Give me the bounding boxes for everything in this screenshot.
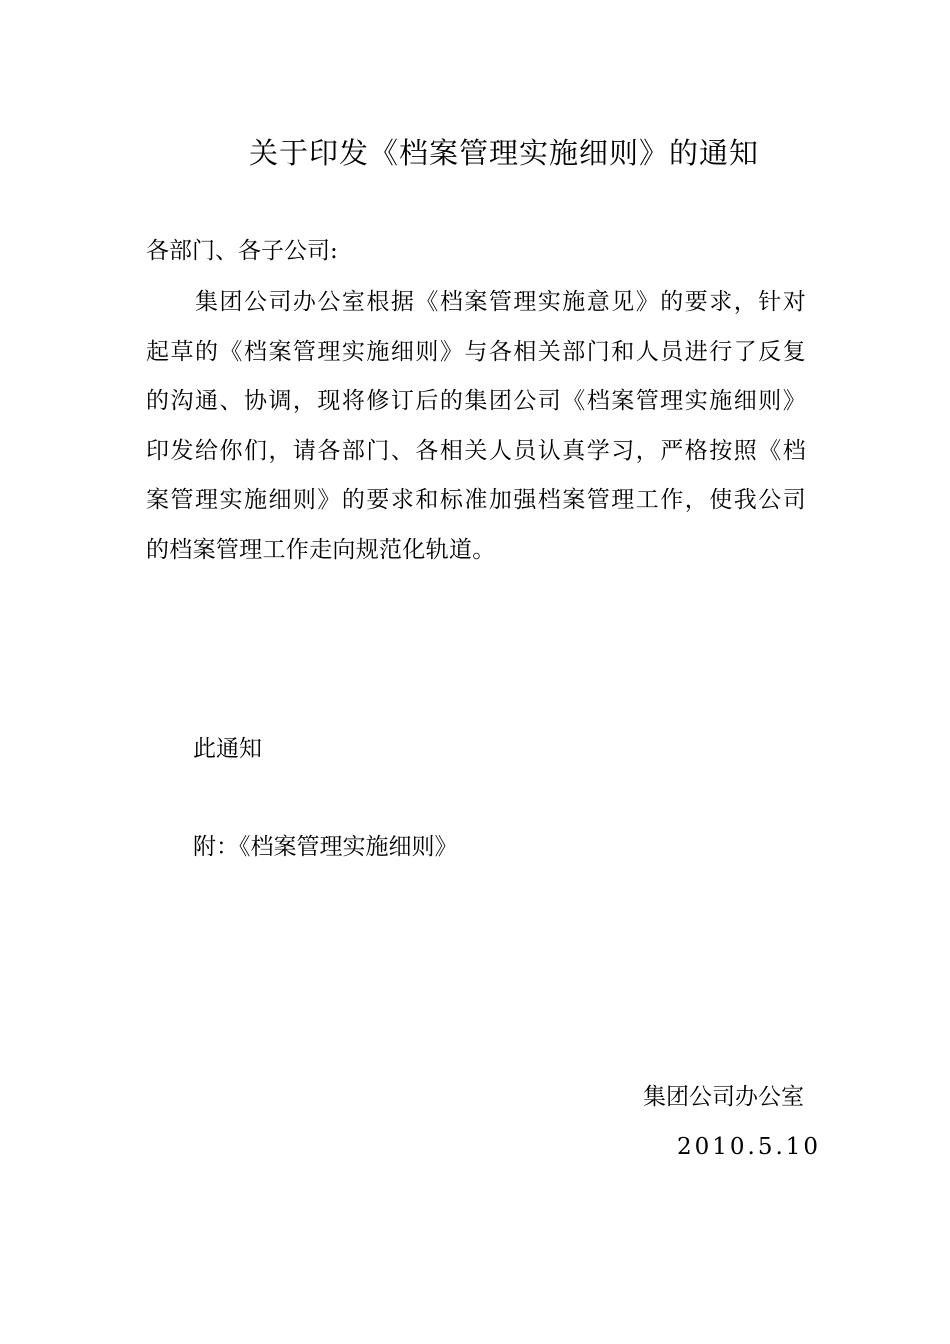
body-line: 的档案管理工作走向规范化轨道。 <box>146 537 496 563</box>
body-line: 集团公司办公室根据《档案管理实施意见》的要求，针对 <box>146 289 806 315</box>
body-line: 案管理实施细则》的要求和标准加强档案管理工作，使我公司 <box>146 487 806 513</box>
body-line: 起草的《档案管理实施细则》与各相关部门和人员进行了反复 <box>146 339 806 365</box>
issue-date: 2010.5.10 <box>677 1134 822 1160</box>
closing-text: 此通知 <box>193 736 262 762</box>
salutation: 各部门、各子公司: <box>146 238 338 264</box>
document-title: 关于印发《档案管理实施细则》的通知 <box>248 136 759 170</box>
attachment-line: 附：《档案管理实施细则》 <box>193 834 458 860</box>
body-line: 的沟通、协调，现将修订后的集团公司《档案管理实施细则》 <box>146 388 806 414</box>
body-line: 印发给你们，请各部门、各相关人员认真学习，严格按照《档 <box>146 438 806 464</box>
signatory: 集团公司办公室 <box>643 1084 804 1110</box>
